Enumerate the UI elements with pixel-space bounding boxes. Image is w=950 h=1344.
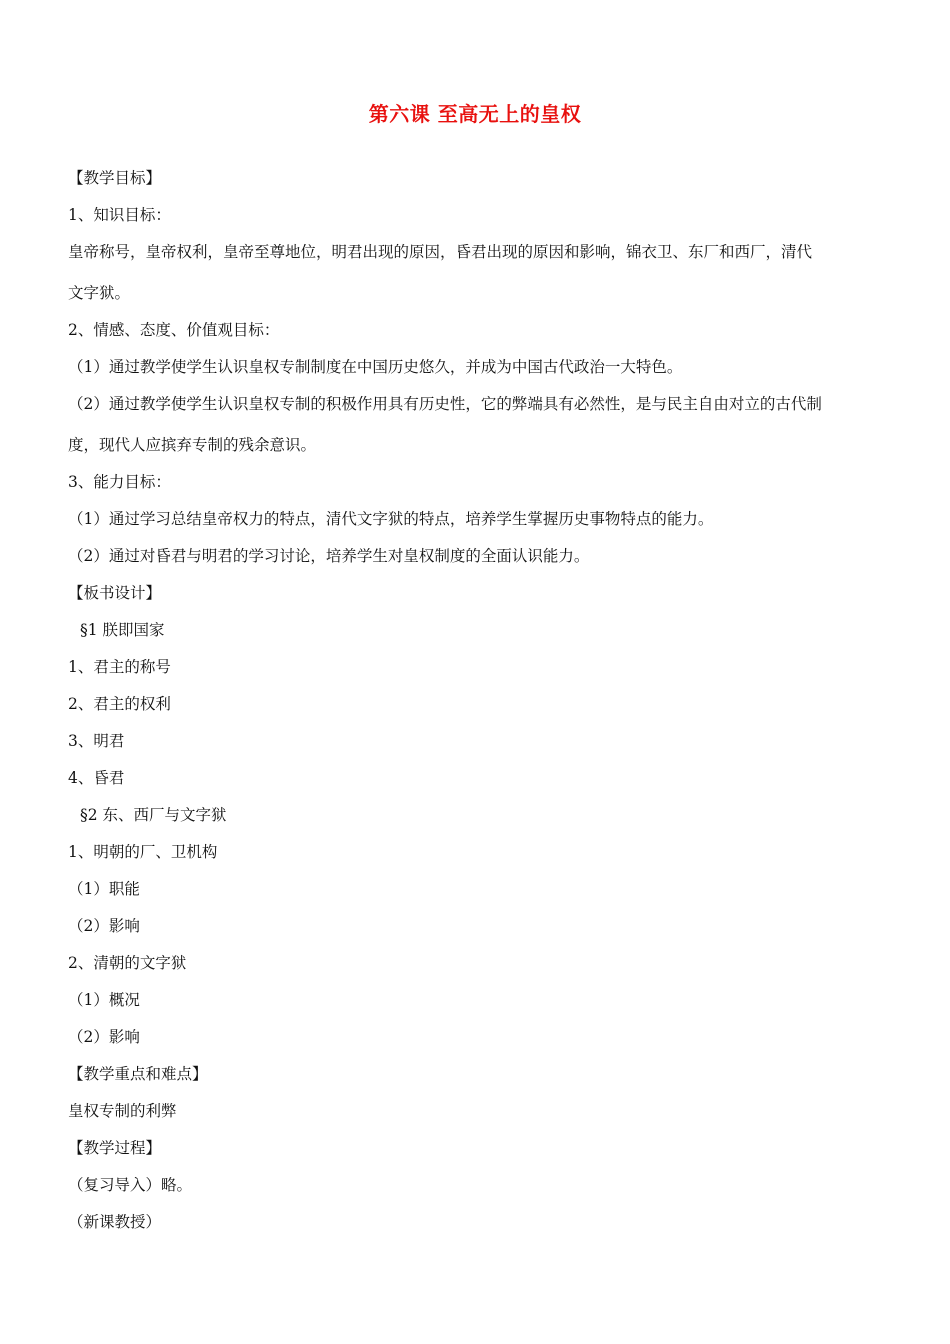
text-line: 3、明君 (68, 732, 125, 750)
document-title: 第六课 至高无上的皇权 (368, 102, 582, 126)
text-line: 皇帝称号，皇帝权利，皇帝至尊地位，明君出现的原因，昏君出现的原因和影响，锦衣卫、东厂和西厂，清代 (68, 243, 813, 261)
subsection-heading: §1 朕即国家 (80, 621, 165, 639)
text-line: 1、明朝的厂、卫机构 (68, 843, 218, 861)
text-line: 3、能力目标： (68, 473, 171, 491)
text-line: （1）概况 (68, 991, 140, 1009)
text-line: （1）通过教学使学生认识皇权专制制度在中国历史悠久，并成为中国古代政治一大特色。 (68, 358, 683, 376)
text-line: （2）通过教学使学生认识皇权专制的积极作用具有历史性，它的弊端具有必然性，是与民主自由对立的古代制 (68, 395, 822, 413)
text-line: 皇权专制的利弊 (68, 1102, 177, 1120)
text-line: 1、君主的称号 (68, 658, 171, 676)
text-line: （2）影响 (68, 917, 140, 935)
text-line: （2）通过对昏君与明君的学习讨论，培养学生对皇权制度的全面认识能力。 (68, 547, 590, 565)
section-heading-objectives: 【教学目标】 (68, 169, 162, 187)
text-line: 1、知识目标： (68, 206, 171, 224)
subsection-heading: §2 东、西厂与文字狱 (80, 806, 227, 824)
text-line: （1）通过学习总结皇帝权力的特点，清代文字狱的特点，培养学生掌握历史事物特点的能力。 (68, 510, 714, 528)
text-line: （新课教授） (68, 1213, 162, 1231)
text-line: 2、情感、态度、价值观目标： (68, 321, 280, 339)
section-heading-process: 【教学过程】 (68, 1139, 162, 1157)
text-line: 4、昏君 (68, 769, 125, 787)
text-line: 2、清朝的文字狱 (68, 954, 187, 972)
section-heading-board-design: 【板书设计】 (68, 584, 162, 602)
text-line: 度，现代人应摈弃专制的残余意识。 (68, 436, 317, 454)
section-heading-key-points: 【教学重点和难点】 (68, 1065, 208, 1083)
text-line: 2、君主的权利 (68, 695, 171, 713)
text-line: 文字狱。 (68, 284, 131, 302)
text-line: （复习导入）略。 (68, 1176, 193, 1194)
text-line: （1）职能 (68, 880, 140, 898)
text-line: （2）影响 (68, 1028, 140, 1046)
